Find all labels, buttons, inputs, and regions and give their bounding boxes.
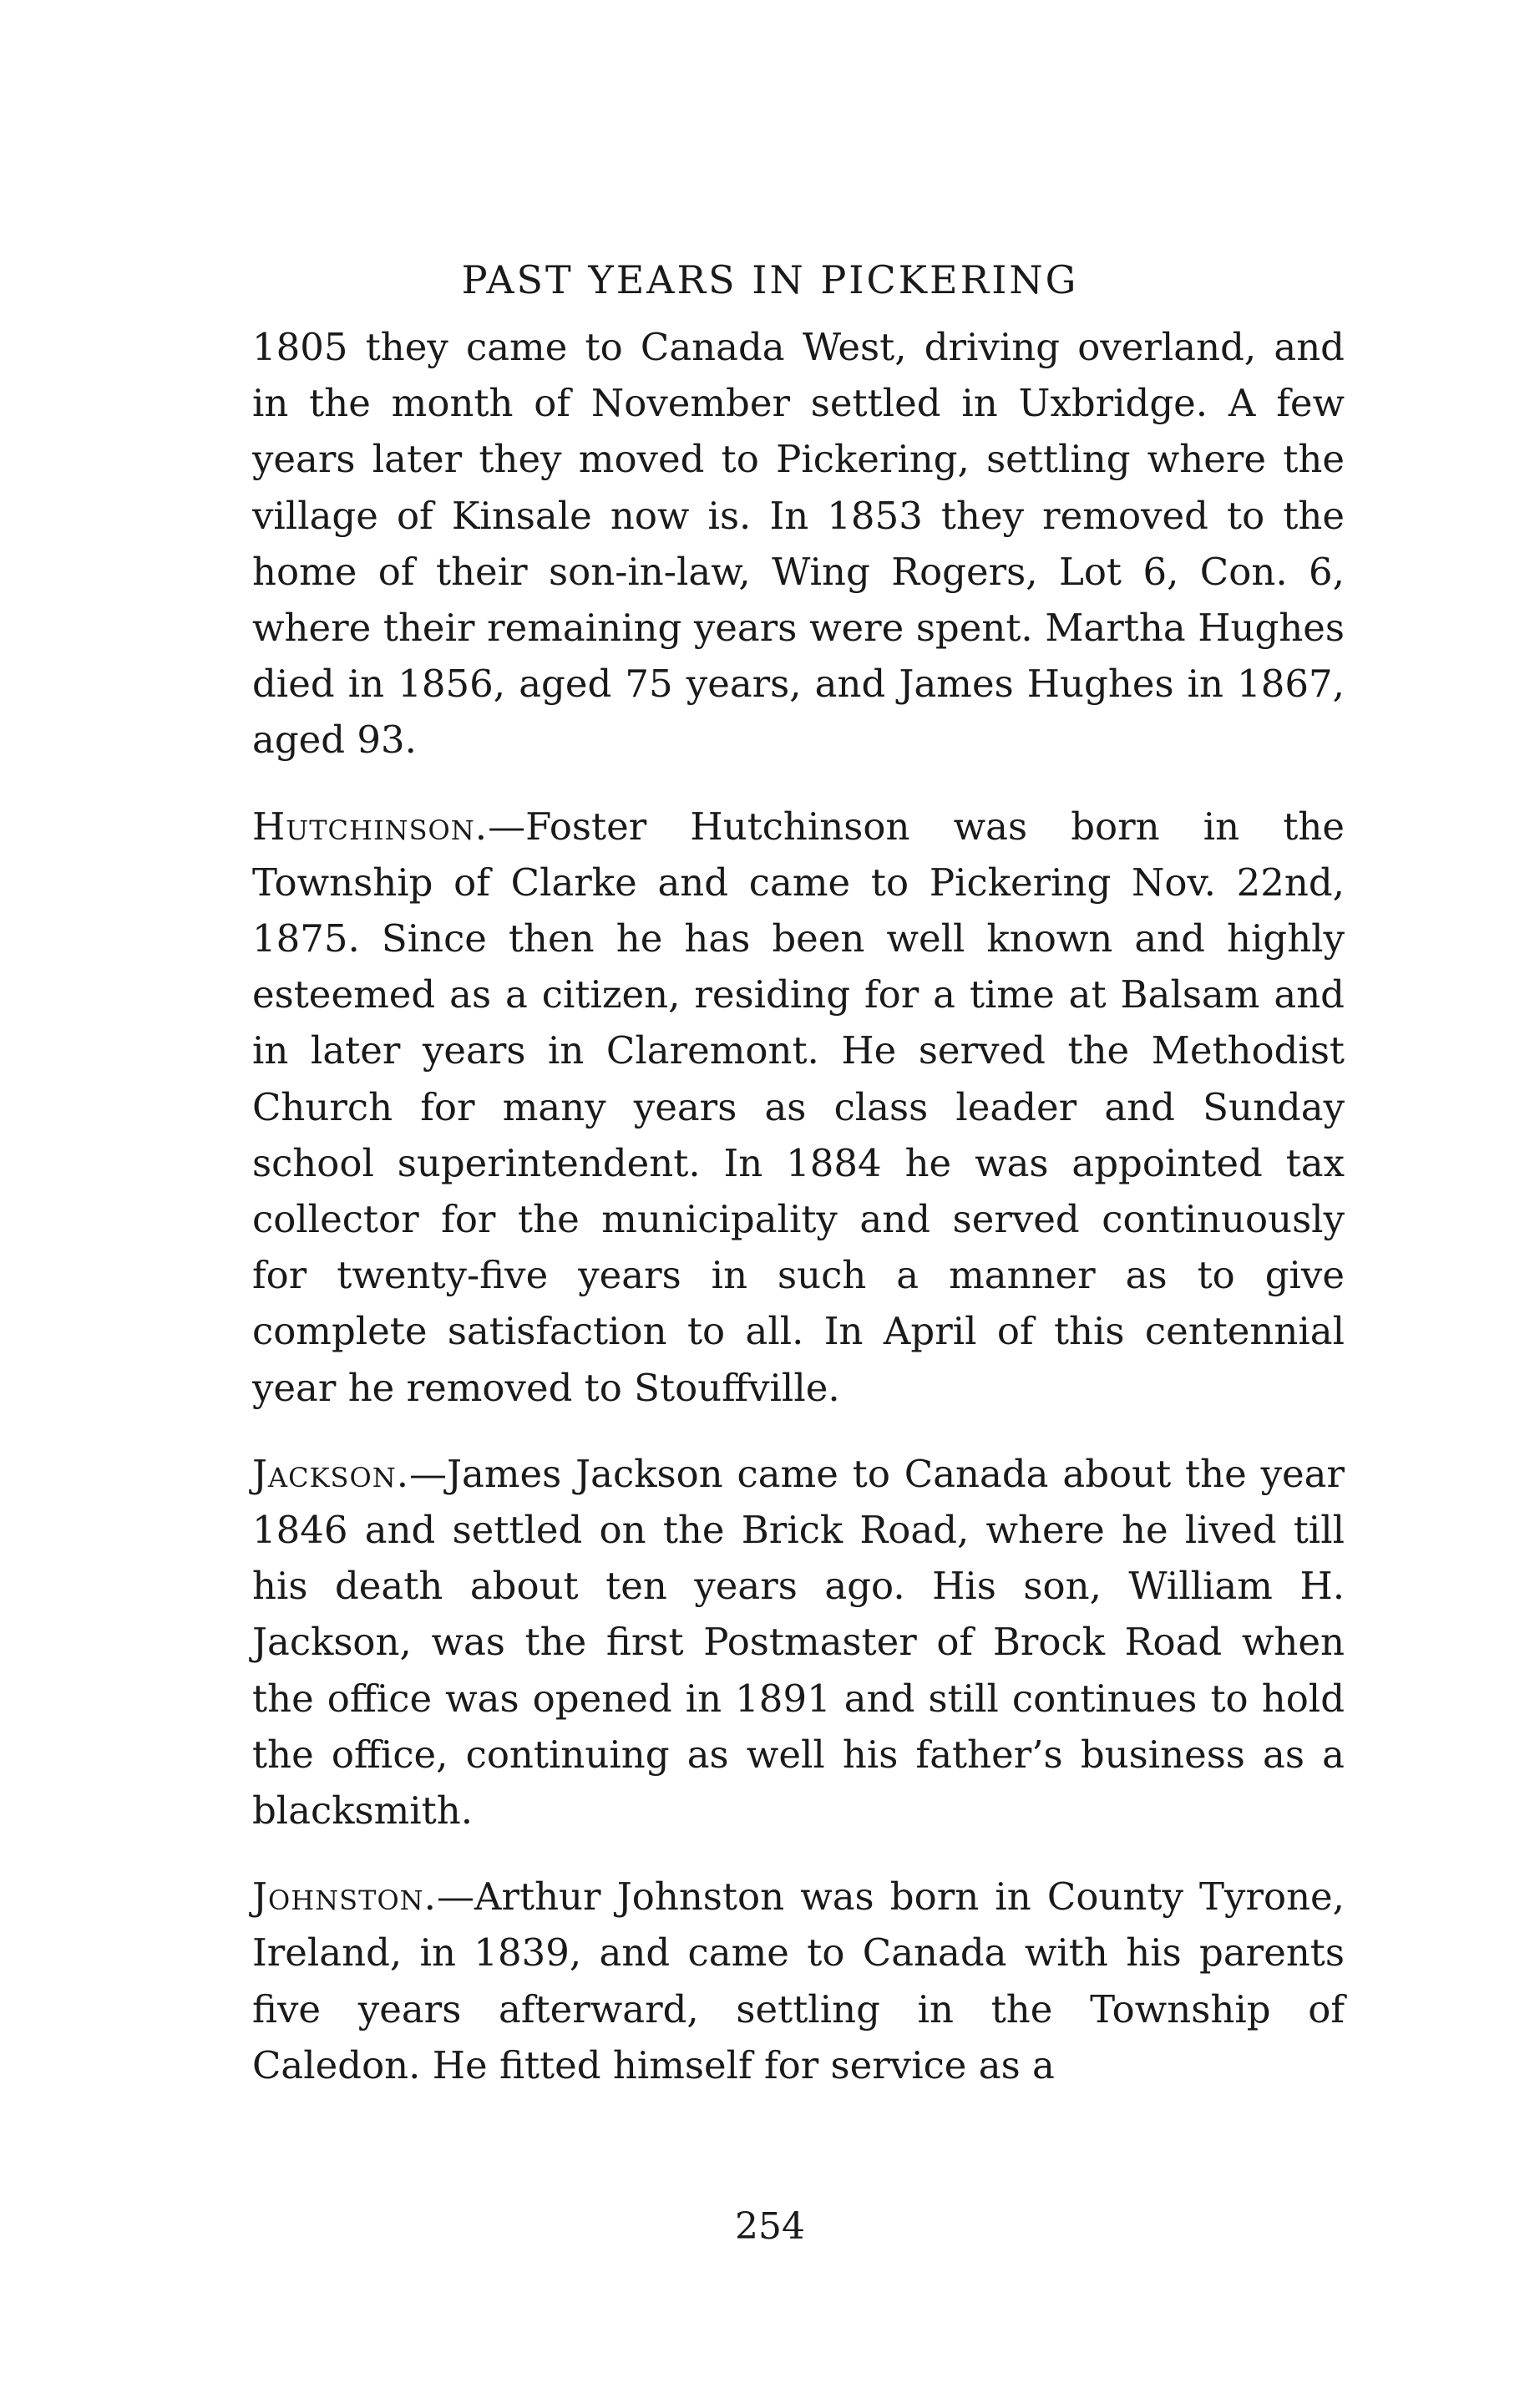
paragraph-text: —James Jackson came to Canada about the year 1846 and settled on the Brick Road, where he lived till his death about ten years ago. His son, William H. Jackson, was the first Postmaster of Brock Road when the office was opened in 1891 and still continues to hold the office, continuing as well his father’s business as a blacksmith. — [252, 1451, 1345, 1834]
page-number: 254 — [735, 2205, 805, 2248]
paragraph-text: —Arthur Johnston was born in County Tyrone, Ireland, in 1839, and came to Canada with his parents five years afterward, settling in the Township of Caledon. He fitted himself for service as a — [252, 1874, 1345, 2087]
entry-name: Hutchinson. — [252, 804, 489, 849]
entry-jackson — [252, 1446, 1345, 1839]
entry-johnston — [252, 1869, 1345, 2093]
paragraph-hughes-continued — [252, 319, 1345, 768]
entry-name: Johnston. — [252, 1874, 437, 1920]
body-text — [252, 319, 1345, 2093]
entry-name: Jackson. — [252, 1451, 409, 1496]
paragraph-text: 1805 they came to Canada West, driving overland, and in the month of November settled in Uxbridge. A few years later they moved to Pickering, settling where the village of Kinsale now is. In 1853 they removed to the home of their son-in-law, Wing Rogers, Lot 6, Con. 6, where their remaining years were spent. Martha Hughes died in 1856, aged 75 years, and James Hughes in 1867, aged 93. — [252, 325, 1345, 763]
paragraph-text: —Foster Hutchinson was born in the Township of Clarke and came to Pickering Nov. 22nd, 1875. Since then he has been well known and highly esteemed as a citizen, residing for a time at Balsam and in later years in Claremont. He served the Methodist Church for many years as class leader and Sunday school superintendent. In 1884 he was appointed tax collector for the municipality and served continuously for twenty-five years in such a manner as to give complete satisfaction to all. In April of this centennial year he removed to Stouffville. — [252, 804, 1345, 1410]
running-head: PAST YEARS IN PICKERING — [461, 257, 1079, 302]
entry-hutchinson — [252, 799, 1345, 1416]
